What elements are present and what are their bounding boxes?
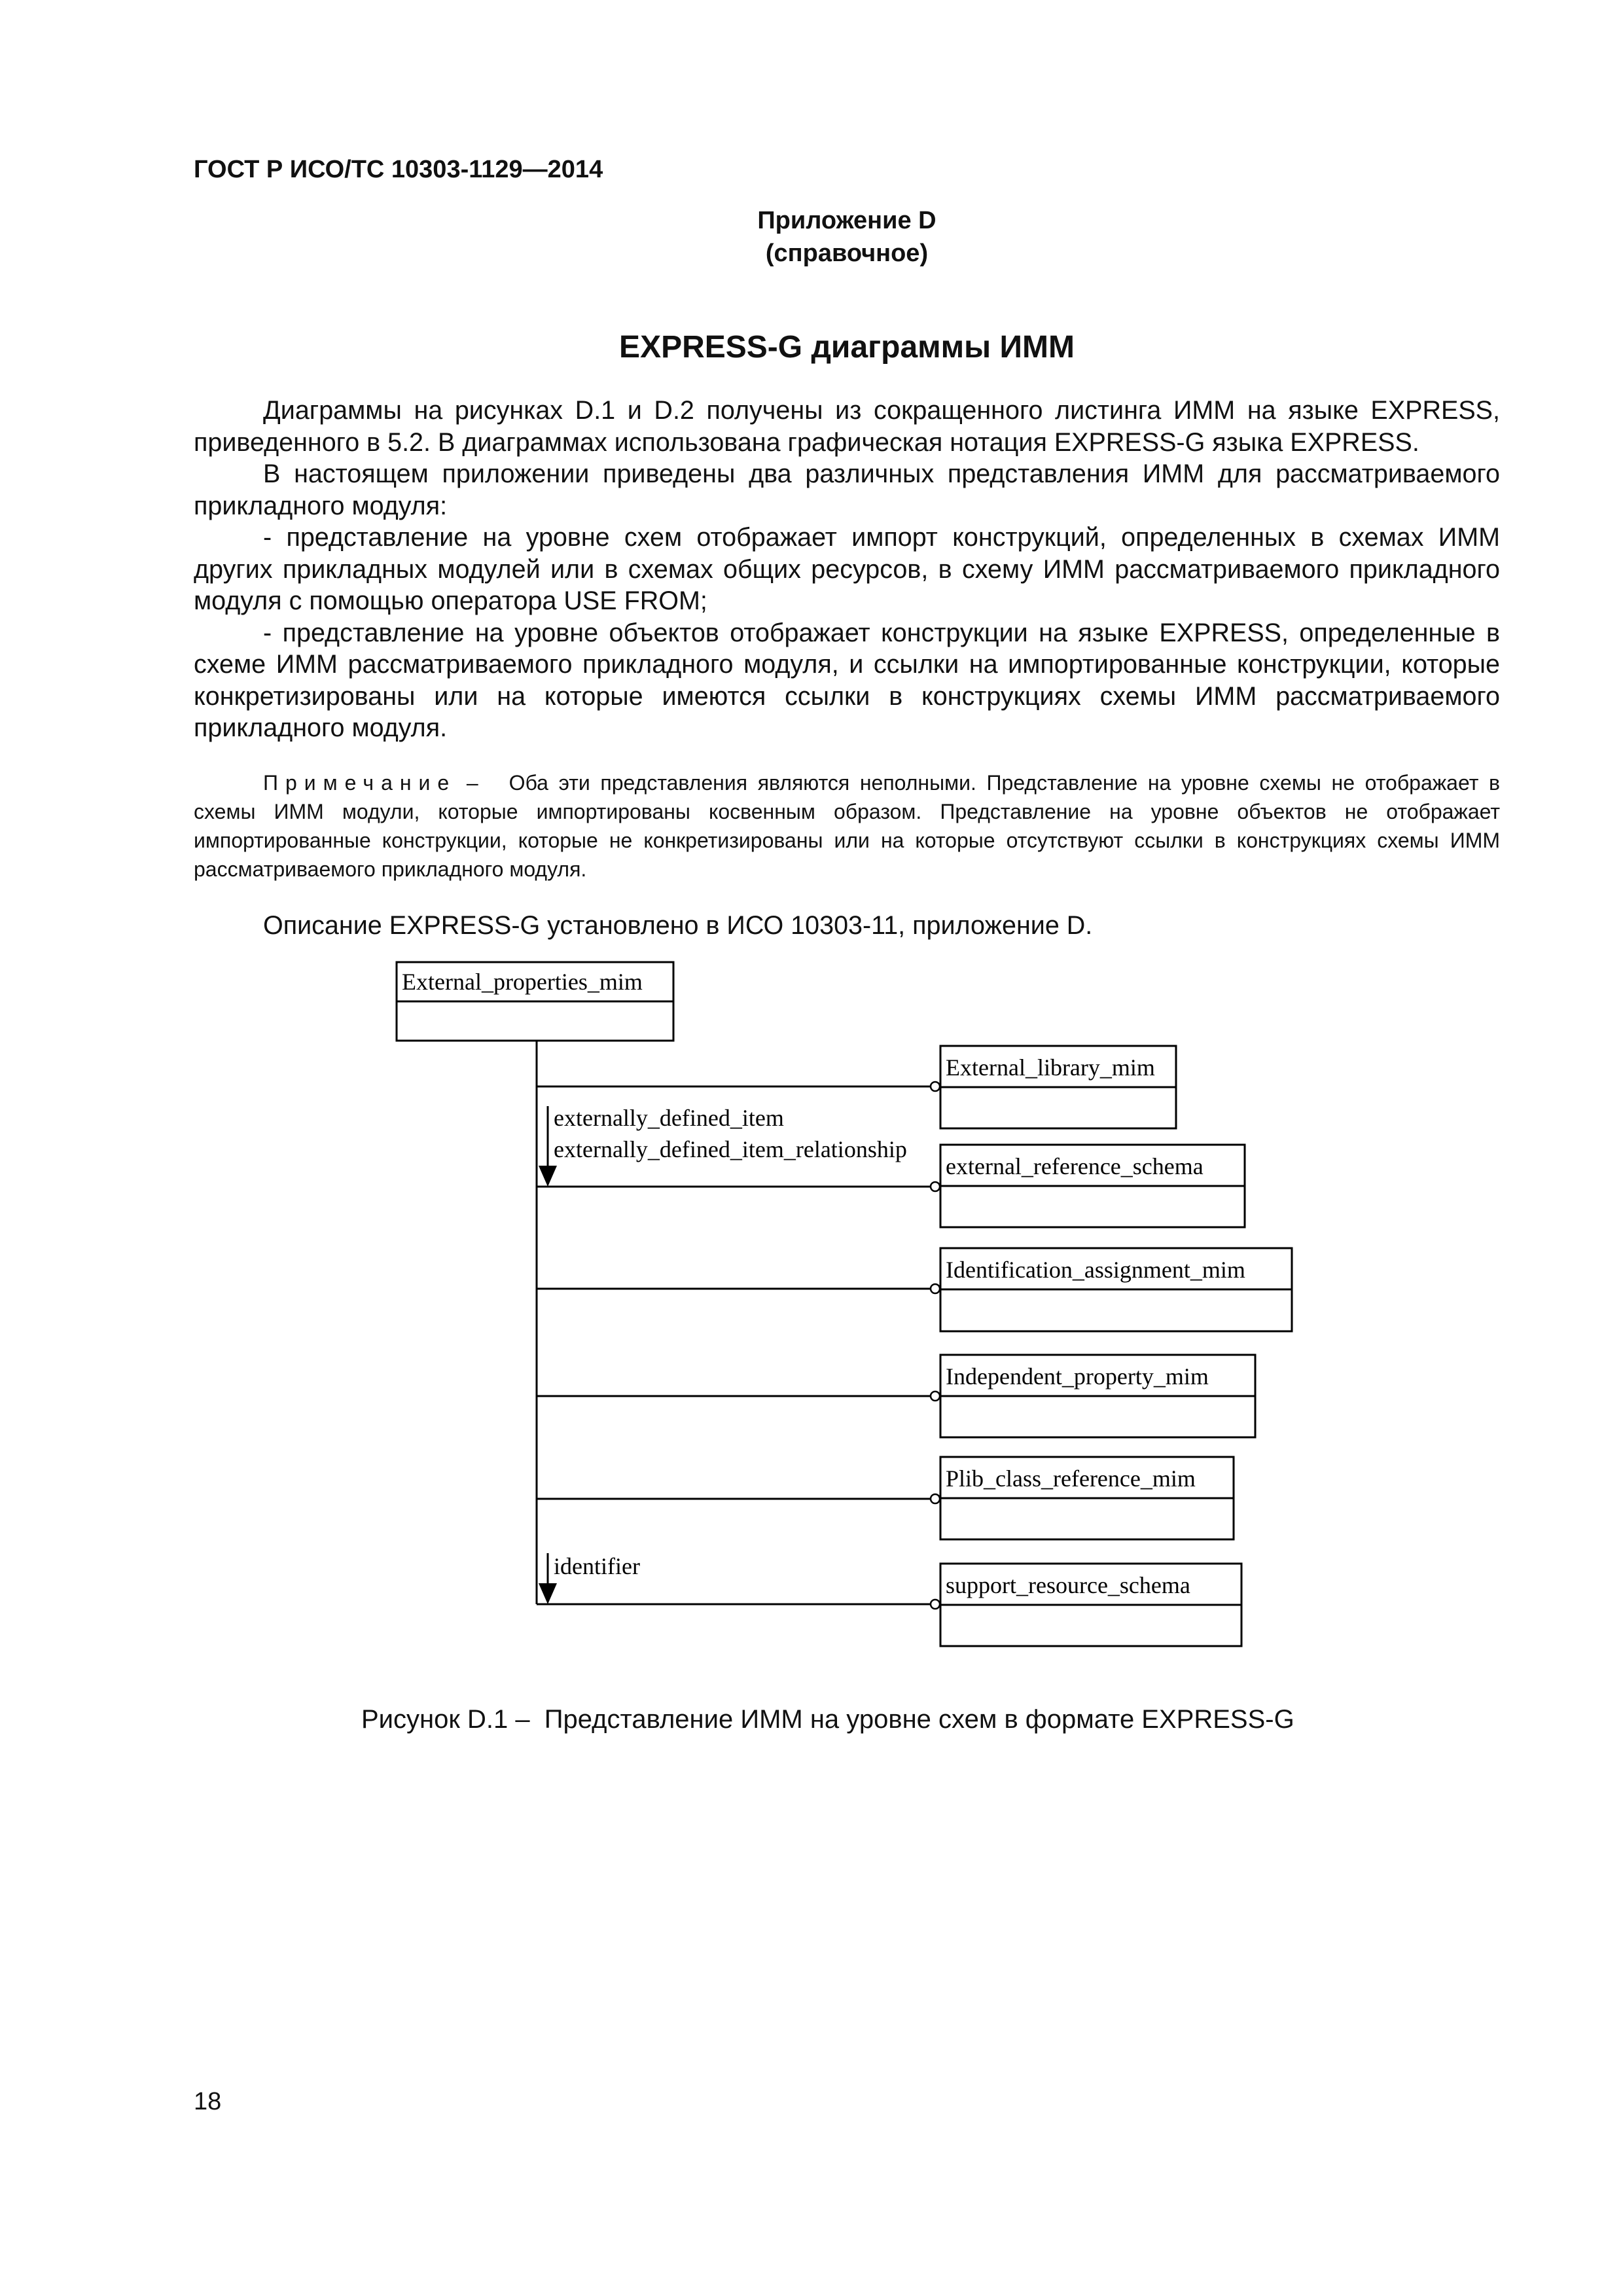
relationship-label-2: externally_defined_item_relationship	[554, 1136, 907, 1162]
note-text: Оба эти представления являются неполными. Представление на уровне схемы не отображает в схемы ИММ модули, которые импортированы косвенным образом. Представление на уровне объектов не отображает импортированные конструкции, которые не конкретизированы или на которые отсутствуют ссылки в конструкциях схемы ИММ рассматриваемого прикладного модуля.	[194, 771, 1501, 881]
main-schema-name: External_properties_mim	[402, 969, 643, 995]
page-number: 18	[194, 2088, 222, 2115]
arrow-down-icon	[539, 1166, 557, 1187]
relationship-label-1: externally_defined_item	[554, 1105, 784, 1131]
paragraph-4: - представление на уровне объектов отображает конструкции на языке EXPRESS, определенные в схеме ИММ рассматриваемого прикладного модуля, и ссылки на импортированные конструкции, которые конкретизированы или на которые имеются ссылки в конструкциях схемы ИММ рассматриваемого прикладного модуля.	[194, 618, 1500, 742]
arrow-down-icon	[539, 1583, 557, 1604]
relationship-label-3: identifier	[554, 1553, 640, 1579]
paragraph-2: В настоящем приложении приведены два различных представления ИММ для рассматриваемого прикладного модуля:	[194, 459, 1500, 520]
annex-label: Приложение D	[757, 207, 936, 234]
document-header: ГОСТ Р ИСО/ТС 10303-1129—2014	[194, 156, 603, 183]
figure-caption: Рисунок D.1 – Представление ИММ на уровне схем в формате EXPRESS-G	[361, 1705, 1294, 1734]
connector-end-circle	[931, 1391, 940, 1401]
connector-end-circle	[931, 1600, 940, 1609]
connector-end-circle	[931, 1494, 940, 1503]
note-label: Примечание	[263, 771, 457, 795]
paragraph-3: - представление на уровне схем отображает импорт конструкций, определенных в схемах ИММ других прикладных модулей или в схемах общих ресурсов, в схему ИММ рассматриваемого прикладного модуля с помощью оператора USE FROM;	[194, 523, 1500, 615]
paragraph-1: Диаграммы на рисунках D.1 и D.2 получены из сокращенного листинга ИММ на языке EXPRESS, приведенного в 5.2. В диаграммах использована графическая нотация EXPRESS-G языка EXPRESS.	[194, 396, 1500, 457]
schema-name-2: external_reference_schema	[946, 1153, 1204, 1179]
schema-name-3: Identification_assignment_mim	[946, 1257, 1245, 1283]
connector-end-circle	[931, 1284, 940, 1293]
schema-name-5: Plib_class_reference_mim	[946, 1465, 1196, 1492]
connector-end-circle	[931, 1182, 940, 1191]
schema-name-1: External_library_mim	[946, 1054, 1155, 1081]
schema-name-4: Independent_property_mim	[946, 1363, 1209, 1390]
section-title: EXPRESS-G диаграммы ИММ	[619, 330, 1075, 365]
description-line: Описание EXPRESS-G установлено в ИСО 10303-11, приложение D.	[263, 911, 1093, 940]
schema-name-6: support_resource_schema	[946, 1572, 1190, 1598]
annex-kind: (справочное)	[765, 240, 929, 267]
note-dash: –	[466, 771, 478, 795]
connector-end-circle	[931, 1082, 940, 1091]
